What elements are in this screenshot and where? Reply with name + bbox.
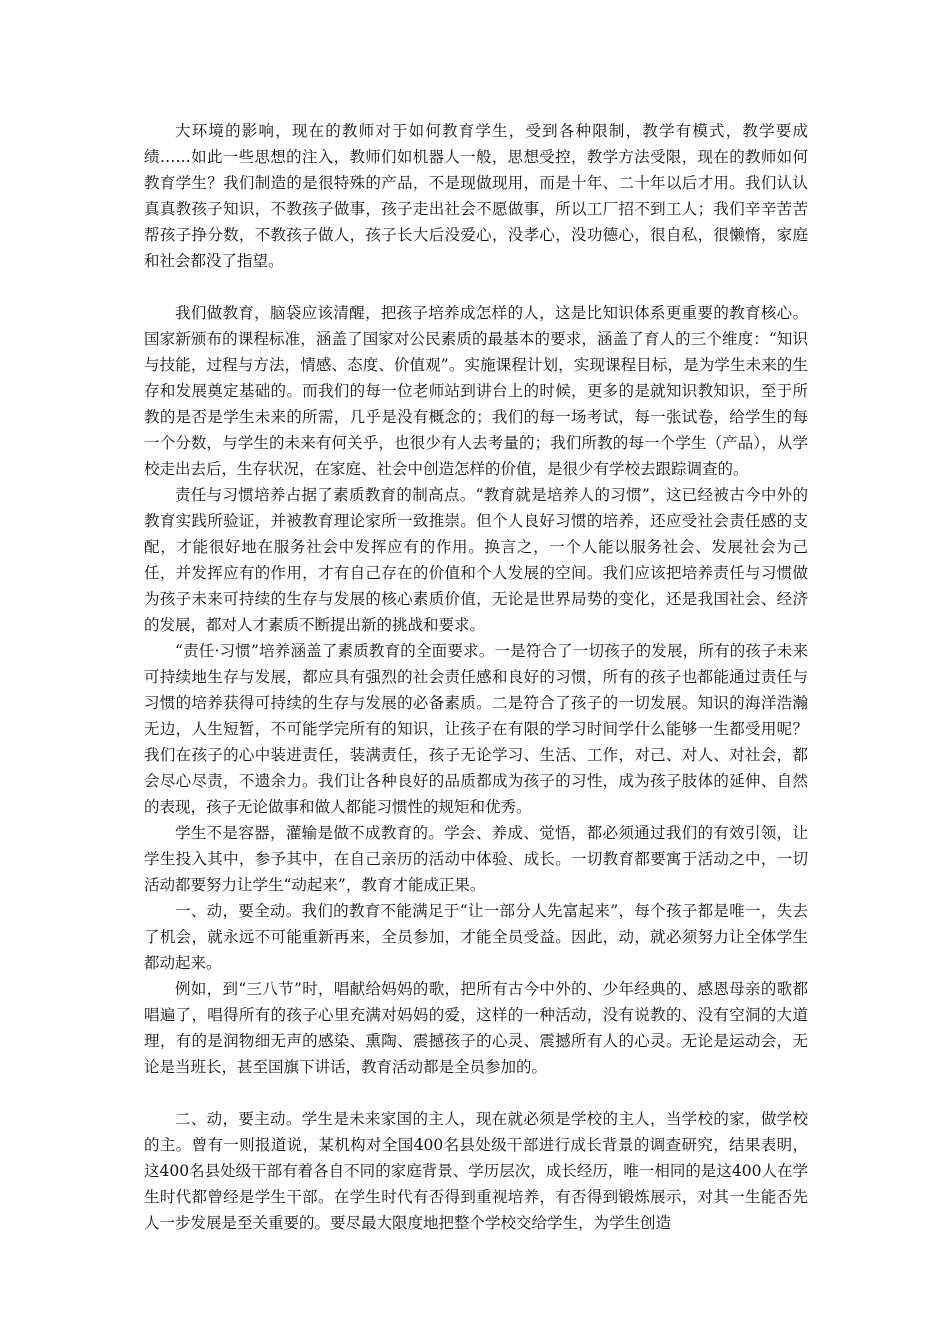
paragraph-3: 责任与习惯培养占据了素质教育的制高点。“教育就是培养人的习惯”，这已经被古今中外的教育实践所验证，并被教育理论家所一致推崇。但个人良好习惯的培养，还应受社会责任感的支配，才能很好地在服务社会中发挥应有的作用。换言之，一个人能以服务社会、发展社会为己任，并发挥应有的作用，才有自己存在的价值和个人发展的空间。我们应该把培养责任与习惯做为孩子未来可持续的生存与发展的核心素质价值，无论是世界局势的变化，还是我国社会、经济的发展，都对人才素质不断提出新的挑战和要求。: [144, 486, 808, 634]
paragraph-5: 学生不是容器，灌输是做不成教育的。学会、养成、觉悟，都必须通过我们的有效引领，让学生投入其中，参予其中，在自己亲历的活动中体验、成长。一切教育都要寓于活动之中，一切活动都要努力让学生“动起来”，教育才能成正果。: [144, 824, 808, 894]
document-body: [144, 118, 808, 1236]
paragraph-1: 大环境的影响，现在的教师对于如何教育学生，受到各种限制，教学有模式，教学要成绩……如此一些思想的注入，教师们如机器人一般，思想受控，教学方法受限，现在的教师如何教育学生？我们制造的是很特殊的产品，不是现做现用，而是十年、二十年以后才用。我们认认真真教孩子知识，不教孩子做事，孩子走出社会不愿做事，所以工厂招不到工人；我们辛辛苦苦帮孩子挣分数，不教孩子做人，孩子长大后没爱心，没孝心，没功德心，很自私，很懒惰，家庭和社会都没了指望。: [144, 122, 808, 270]
paragraph-spacer: [144, 1080, 808, 1106]
paragraph-2: 我们做教育，脑袋应该清醒，把孩子培养成怎样的人，这是比知识体系更重要的教育核心。国家新颁布的课程标准，涵盖了国家对公民素质的最基本的要求，涵盖了育人的三个维度：“知识与技能，过程与方法，情感、态度、价值观”。实施课程计划，实现课程目标，是为学生未来的生存和发展奠定基础的。而我们的每一位老师站到讲台上的时候，更多的是就知识教知识，至于所教的是否是学生未来的所需，几乎是没有概念的；我们的每一场考试，每一张试卷，给学生的每一个分数，与学生的未来有何关乎，也很少有人去考量的；我们所教的每一个学生（产品），从学校走出去后，生存状况，在家庭、社会中创造怎样的价值，是很少有学校去跟踪调查的。: [144, 304, 808, 478]
paragraph-8: 二、动，要主动。学生是未来家国的主人，现在就必须是学校的主人，当学校的家，做学校的主。曾有一则报道说，某机构对全国400名县处级干部进行成长背景的调查研究，结果表明，这400名县处级干部有着各自不同的家庭背景、学历层次，成长经历，唯一相同的是这400人在学生时代都曾经是学生干部。在学生时代有否得到重视培养，有否得到锻炼展示，对其一生能否先人一步发展是至关重要的。要尽最大限度地把整个学校交给学生，为学生创造: [144, 1110, 808, 1232]
paragraph-7: 例如，到“三八节”时，唱献给妈妈的歌，把所有古今中外的、少年经典的、感恩母亲的歌都唱遍了，唱得所有的孩子心里充满对妈妈的爱，这样的一种活动，没有说教的、没有空洞的大道理，有的是润物细无声的感染、熏陶、震撼孩子的心灵、震撼所有人的心灵。无论是运动会，无论是当班长，甚至国旗下讲话，教育活动都是全员参加的。: [144, 980, 808, 1076]
paragraph-spacer: [144, 274, 808, 300]
paragraph-6: 一、动，要全动。我们的教育不能满足于“让一部分人先富起来”，每个孩子都是唯一，失去了机会，就永远不可能重新再来，全员参加，才能全员受益。因此，动，就必须努力让全体学生都动起来。: [144, 902, 808, 972]
paragraph-4: “责任·习惯”培养涵盖了素质教育的全面要求。一是符合了一切孩子的发展，所有的孩子未来可持续地生存与发展，都应具有强烈的社会责任感和良好的习惯，所有的孩子也都能通过责任与习惯的培养获得可持续的生存与发展的必备素质。二是符合了孩子的一切发展。知识的海洋浩瀚无边，人生短暂，不可能学完所有的知识，让孩子在有限的学习时间学什么能够一生都受用呢？我们在孩子的心中装进责任，装满责任，孩子无论学习、生活、工作，对己、对人、对社会，都会尽心尽责，不遗余力。我们让各种良好的品质都成为孩子的习性，成为孩子肢体的延伸、自然的表现，孩子无论做事和做人都能习惯性的规矩和优秀。: [144, 642, 808, 816]
